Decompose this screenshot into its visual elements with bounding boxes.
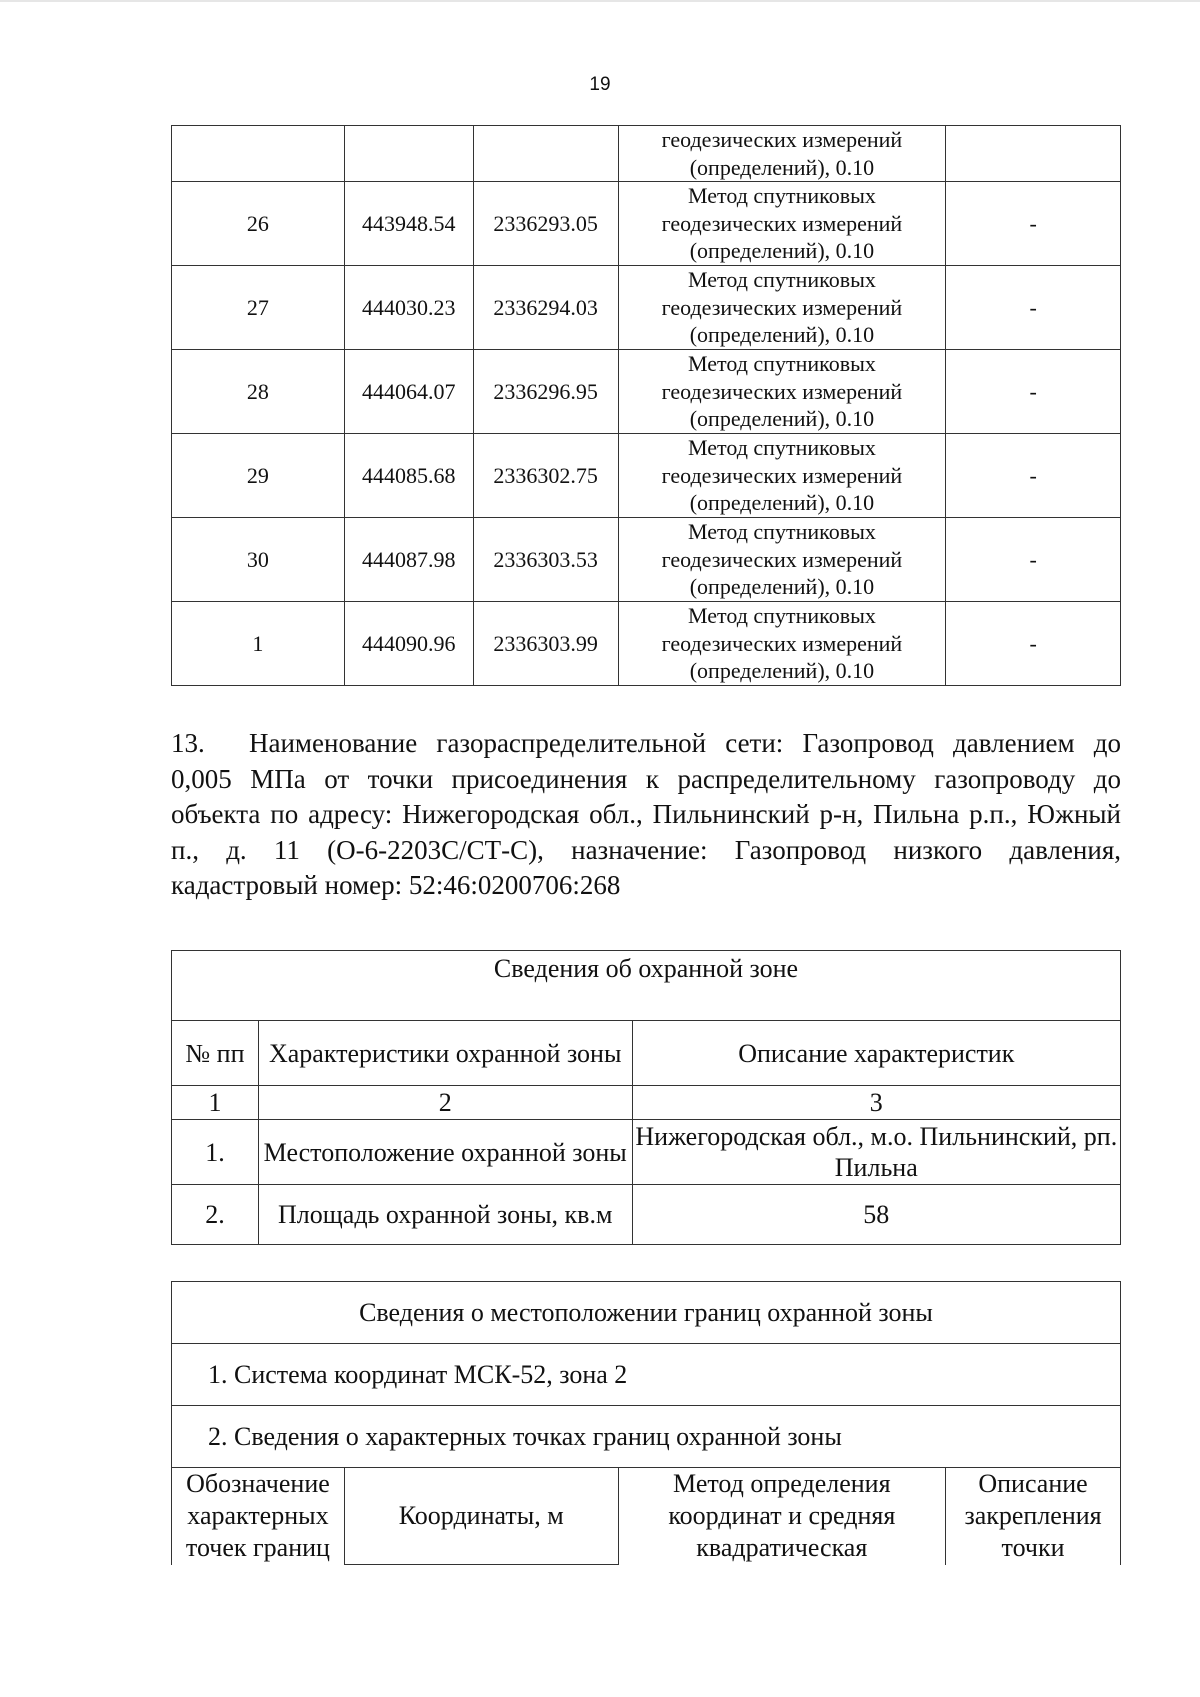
method-line: Метод спутниковых <box>688 603 876 629</box>
table-row <box>172 182 1121 266</box>
header-designation <box>172 1468 345 1565</box>
header-method <box>618 1468 946 1565</box>
method-line: геодезических измерений <box>661 294 903 320</box>
method-cell <box>618 350 946 434</box>
header-coordinates: Координаты, м <box>344 1468 618 1565</box>
row-description: 58 <box>632 1185 1120 1245</box>
method-line: Метод спутниковых <box>688 519 876 545</box>
x-cell: 444064.07 <box>344 350 473 434</box>
y-cell: 2336294.03 <box>473 266 618 350</box>
y-cell: 2336296.95 <box>473 350 618 434</box>
method-line: (определений), 0.10 <box>689 154 875 180</box>
y-cell: 2336302.75 <box>473 434 618 518</box>
fixing-cell: - <box>946 602 1121 686</box>
method-line: геодезических измерений <box>661 630 903 656</box>
row-characteristic: Площадь охранной зоны, кв.м <box>258 1185 632 1245</box>
coordinate-system-row <box>172 1344 1121 1406</box>
table-title-row <box>172 1282 1121 1344</box>
method-line: Метод спутниковых <box>688 351 876 377</box>
point-cell: 30 <box>172 518 345 602</box>
section-13-paragraph <box>171 726 1121 904</box>
header-line: точки <box>1001 1533 1065 1563</box>
method-line: (определений), 0.10 <box>689 490 875 516</box>
fixing-cell: - <box>946 518 1121 602</box>
table-row <box>172 518 1121 602</box>
points-info-row <box>172 1406 1121 1468</box>
table-title: Сведения о местоположении границ охранной зоны <box>172 1282 1121 1344</box>
method-cell <box>618 126 946 182</box>
x-cell: 443948.54 <box>344 182 473 266</box>
header-line: квадратическая <box>696 1533 868 1563</box>
table-row <box>172 434 1121 518</box>
header-line: координат и средняя <box>668 1501 896 1531</box>
point-cell: 26 <box>172 182 345 266</box>
y-cell: 2336303.53 <box>473 518 618 602</box>
x-cell: 444087.98 <box>344 518 473 602</box>
x-cell <box>344 126 473 182</box>
method-line: Метод спутниковых <box>688 183 876 209</box>
header-line: характерных <box>187 1501 329 1531</box>
method-line: (определений), 0.10 <box>689 322 875 348</box>
header-num: № пп <box>172 1021 259 1086</box>
header-line: Обозначение <box>186 1469 330 1499</box>
boundaries-table <box>171 1281 1121 1565</box>
fixing-cell <box>946 126 1121 182</box>
method-line: Метод спутниковых <box>688 435 876 461</box>
table-title: Сведения об охранной зоне <box>172 951 1121 1021</box>
fixing-cell: - <box>946 434 1121 518</box>
table-row <box>172 1185 1121 1245</box>
method-line: геодезических измерений <box>661 127 903 152</box>
method-cell <box>618 518 946 602</box>
table-row <box>172 350 1121 434</box>
point-cell <box>172 126 345 182</box>
header-description: Описание характеристик <box>632 1021 1120 1086</box>
x-cell: 444030.23 <box>344 266 473 350</box>
column-numbers-row <box>172 1086 1121 1120</box>
column-number: 3 <box>632 1086 1120 1120</box>
protection-zone-table <box>171 950 1121 1245</box>
method-line: геодезических измерений <box>661 378 903 404</box>
fixing-cell: - <box>946 350 1121 434</box>
method-cell <box>618 266 946 350</box>
row-num: 2. <box>172 1185 259 1245</box>
section-text: Наименование газораспределительной сети: Газопровод давлением до 0,005 МПа от точки присоединения к распределительному газопроводу до объекта по адресу: Нижегородская обл., Пильнинский р-н, Пильна р.п., Южный п., д. 11 (О-6-2203С/СТ-С), назначение: Газопровод низкого давления, кадастровый номер: 52:46:0200706:268 <box>171 728 1121 900</box>
point-cell: 29 <box>172 434 345 518</box>
row-characteristic: Местоположение охранной зоны <box>258 1120 632 1185</box>
header-line: Описание <box>978 1469 1088 1499</box>
point-cell: 1 <box>172 602 345 686</box>
header-fixing <box>946 1468 1121 1565</box>
method-cell <box>618 182 946 266</box>
method-line: (определений), 0.10 <box>689 574 875 600</box>
section-number: 13. <box>171 728 205 758</box>
top-edge-rule <box>0 0 1200 2</box>
points-info-text: 2. Сведения о характерных точках границ охранной зоны <box>172 1406 1121 1468</box>
y-cell <box>473 126 618 182</box>
header-line: точек границ <box>185 1533 330 1563</box>
row-num: 1. <box>172 1120 259 1185</box>
table-row <box>172 602 1121 686</box>
point-cell: 28 <box>172 350 345 434</box>
method-cell <box>618 602 946 686</box>
table-row <box>172 1120 1121 1185</box>
method-line: геодезических измерений <box>661 462 903 488</box>
method-line: (определений), 0.10 <box>689 406 875 432</box>
table-title-row <box>172 951 1121 1021</box>
header-line: закрепления <box>964 1501 1102 1531</box>
method-line: (определений), 0.10 <box>689 658 875 684</box>
table-header-row <box>172 1468 1121 1565</box>
fixing-cell: - <box>946 266 1121 350</box>
header-line: Метод определения <box>673 1469 891 1499</box>
table-row <box>172 126 1121 182</box>
page-number: 19 <box>589 74 611 95</box>
y-cell: 2336293.05 <box>473 182 618 266</box>
column-number: 2 <box>258 1086 632 1120</box>
y-cell: 2336303.99 <box>473 602 618 686</box>
x-cell: 444090.96 <box>344 602 473 686</box>
method-line: геодезических измерений <box>661 210 903 236</box>
table-row <box>172 266 1121 350</box>
fixing-cell: - <box>946 182 1121 266</box>
method-line: (определений), 0.10 <box>689 238 875 264</box>
point-cell: 27 <box>172 266 345 350</box>
table-header-row <box>172 1021 1121 1086</box>
method-line: геодезических измерений <box>661 546 903 572</box>
row-description: Нижегородская обл., м.о. Пильнинский, рп. Пильна <box>632 1120 1120 1185</box>
x-cell: 444085.68 <box>344 434 473 518</box>
method-line: Метод спутниковых <box>688 267 876 293</box>
header-characteristics: Характеристики охранной зоны <box>258 1021 632 1086</box>
method-cell <box>618 434 946 518</box>
coordinate-system-text: 1. Система координат МСК-52, зона 2 <box>172 1344 1121 1406</box>
coordinates-table <box>171 125 1121 686</box>
column-number: 1 <box>172 1086 259 1120</box>
